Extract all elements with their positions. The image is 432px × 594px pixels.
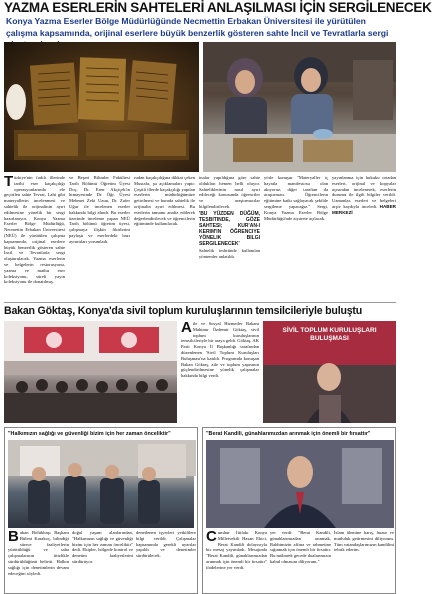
panel-right-column-1 xyxy=(206,530,267,592)
headline-2: Bakan Göktaş, Konya'da sivil toplum kuruluşlarının temsilcileriyle buluştu xyxy=(4,305,363,317)
story-1-text-6: yayınlanma için hukuku ortadan eserleri, orijinal ve kopyalar açısından incelenerek, eserlerin durumu ile ilgili bilgiler verildi. Uzmanlar, eserleri ve belgeleri arşiv kaydıyla inceledi. xyxy=(332,175,396,209)
story-1-text-4b: Sahtelik tesbitinde kullanılan yöntemler anlatıldı. xyxy=(199,247,260,259)
story-1-column-1 xyxy=(4,175,65,302)
experts-photo xyxy=(203,42,396,172)
section-divider xyxy=(4,302,396,303)
panel-left-text-2: doğal yaşam alanlarından, "Halkımızın sağlığı ve güvenliği bizim için her zaman önceliktir" dedi. Ekipler, bölgede kontrol ve denetim faaliyetlerini sürdürüyor. xyxy=(72,530,133,564)
story-1-text-5: yörle konuşur "Materyaller iç hayatla manifestosu olan akıyoruz, diğer taraftan da araştırmacı. Öğrencilerin eğitimine katkı sağlayacak şekilde sergileme yapacağız." Sergi, Konya Yazma Eserler Bölge Müdürlüğü'nde ziyarete açılacak. xyxy=(264,175,328,221)
inspection-illustration xyxy=(8,440,196,528)
minister-photo xyxy=(263,321,396,423)
story-2-column xyxy=(181,321,259,423)
meeting-hall-photo xyxy=(4,321,177,423)
story-1-column-4 xyxy=(199,175,260,302)
panel-right-text-1: umhur İttifakı Konya Milletvekili Hasan Ekici, Berat Kandili dolayısıyla bir mesaj yayımladı. Mesajında "Berat Kandili, günahlarımızdan arınmak için önemli bir fırsattır" ifadelerine yer verdi. xyxy=(206,530,267,570)
berat-kandili-panel xyxy=(202,427,396,594)
main-deck: Konya Yazma Eserler Bölge Müdürlüğünde Necmettin Erbakan Üniversitesi ile yürütülen çalışma kapsamında, orijinal eserlere büyük benzerlik gösteren sahte İncil ve Tevratlarla sergi xyxy=(6,16,389,38)
story-1-column-2 xyxy=(69,175,130,302)
panel-right-quote: "Berat Kandili, günahlarımızdan arınmak için önemli bir fırsattır" xyxy=(206,431,371,437)
manuscript-photo xyxy=(4,42,199,172)
drop-cap: B xyxy=(8,528,19,545)
experts-illustration xyxy=(203,42,396,172)
panel-right-text-3: İslam âlemine barış, huzur ve mutluluk getirmesini diliyorum. Tüm vatandaşlarımızın kandilini tebrik ederim. xyxy=(334,530,394,553)
story-1-column-3 xyxy=(134,175,195,302)
panel-right-text-2: yer verdi: "Berat Kandili, günahlarımızdan arınmak, Rabbimizin affına ve rahmetine sığınmak için önemli bir fırsattır. Bu mübarek gecede dualarımızın kabul olmasını diliyorum." xyxy=(270,530,331,564)
story-1-subhead: 'BU YÜZDEN DÜĞÜM, TESBITINDE, GÖZE SAHTESI; KUR'AN-I KERIM'IN ÖĞRENCIYE YÖNELIK BILGI SERGILENECEK' xyxy=(199,210,260,247)
drop-cap: A xyxy=(181,319,192,336)
story-1-column-6 xyxy=(332,175,396,302)
panel-left-column-3 xyxy=(136,530,196,592)
event-banner: SİVİL TOPLUM KURULUŞLARI BULUŞMASI xyxy=(282,327,377,342)
manuscript-illustration xyxy=(4,42,199,172)
story-1-text-2: ve Beşeri Bilimler Fakültesi Tarih Bölümü Öğretim Üyesi Doç. Dr. Eren Akçiçek'in himayesinde Dr. Öğr. Üyesi Mehmet Zeki Uzun, Dr. Zafer Uğur ile incelenen eserler hakkında bilgi alındı. Bu eserler üzerinde inceleme yapan NEÜ Tarih bölümü öğretim üyesi, çalışmaya ilişkin fikirlerini paylaştı ve eserlerdeki bazı ayrıntıları yorumladı. xyxy=(69,175,130,244)
story-1-text-3: rudan kaçakçılığına dikkat çeken Mustafa, şu açıklamaları yaptı: Çeşitli illerde kaçakçılığı yapılan eserlerin müdürlüğümüze getirilmesi ve burada sahtelik ile orijinalin ayırt edilmesi. Bu eserlerin tamamı analiz edilerek değerlendirilecek ve öğrencilerin eğitiminde kullanılacak. xyxy=(134,175,195,227)
story-2-text: ile ve Sosyal Hizmetler Bakanı Mahinur Özdemir Göktaş, sivil toplum kuruluşlarının temsilcileriyle bir araya geldi. Göktaş, AK Parti Konya İl Başkanlığı tarafından düzenlenen 'Sivil Toplum Kuruluşları Buluşması'na katıldı. Programda konuşan Bakan Göktaş, aile ve toplum yapısının güçlendirilmesine yönelik çalışmalar hakkında bilgi verdi. xyxy=(181,321,259,379)
panel-left-text-3: denetlenen işyerleri yetkililere bilgi verildi. Çalışmalar kapsamında gerekli uyarılar yapıldı ve denetimler sürdürülecek. xyxy=(136,530,196,559)
story-1-column-5 xyxy=(264,175,328,302)
drop-cap: C xyxy=(206,528,217,545)
story-1-text-1: ürkiye'nin farklı illerinde tarihi eser kaçakçılığı operasyonlarında ele geçirilen sahte Tevrat, Lahi gibi materyallerin incelenmesi ve sahtelik ile orijinalinin ayırt edilmesine yönelik bir sergi hazırlanıyor. Konya Yazma Eserler Bölge Müdürlüğü, Necmettin Erbakan Üniversitesi (NEÜ) ile yürütülen çalışma kapsamında, orijinal eserlere büyük benzerlik gösteren sahte İncil ve Tevratlarla sergi oluşturulacak. Yazma eserlerin ve belgelerin restorasyonu, yazma ve matbu eser koleksiyonu, süreli yayın koleksiyonu ile donatılmış. xyxy=(4,175,65,285)
main-headline: YAZMA ESERLERİN SAHTELERİ ANLAŞILMASI İÇİN SERGİLENECEK xyxy=(4,0,432,15)
portrait-illustration xyxy=(206,440,394,528)
panel-left-column-1 xyxy=(8,530,69,592)
story-1-signature: HABER MERKEZİ xyxy=(332,203,396,215)
panel-left-text-1: akan Bölükbaşı Başkanı Bülent Karakoç, bilindiği sürece faaliyetlerin yürütüldüğü ve saha çalışmalarının titizlikle sürdürüldüğünü belirtti. Halkın sağlığı için denetimlerin devam edeceğini söyledi. xyxy=(8,530,69,576)
health-safety-panel xyxy=(4,427,198,594)
meeting-hall-illustration xyxy=(4,321,177,423)
inspection-photo xyxy=(8,440,194,528)
portrait-photo xyxy=(206,440,392,528)
panel-left-column-2 xyxy=(72,530,133,592)
panel-left-quote: "Halkımızın sağlığı ve güvenliği bizim için her zaman önceliktir" xyxy=(8,431,171,437)
story-1-text-4: inalar yapıldığına göre sahte oldukları hemen belli oluyor. Sahteliklerinin nasıl ayırt edileceği konusunda öğrenciler ve araştırmacılar bilgilendirilecek. xyxy=(199,175,260,209)
panel-right-column-2 xyxy=(270,530,331,592)
panel-right-column-3 xyxy=(334,530,394,592)
drop-cap: T xyxy=(4,173,14,190)
